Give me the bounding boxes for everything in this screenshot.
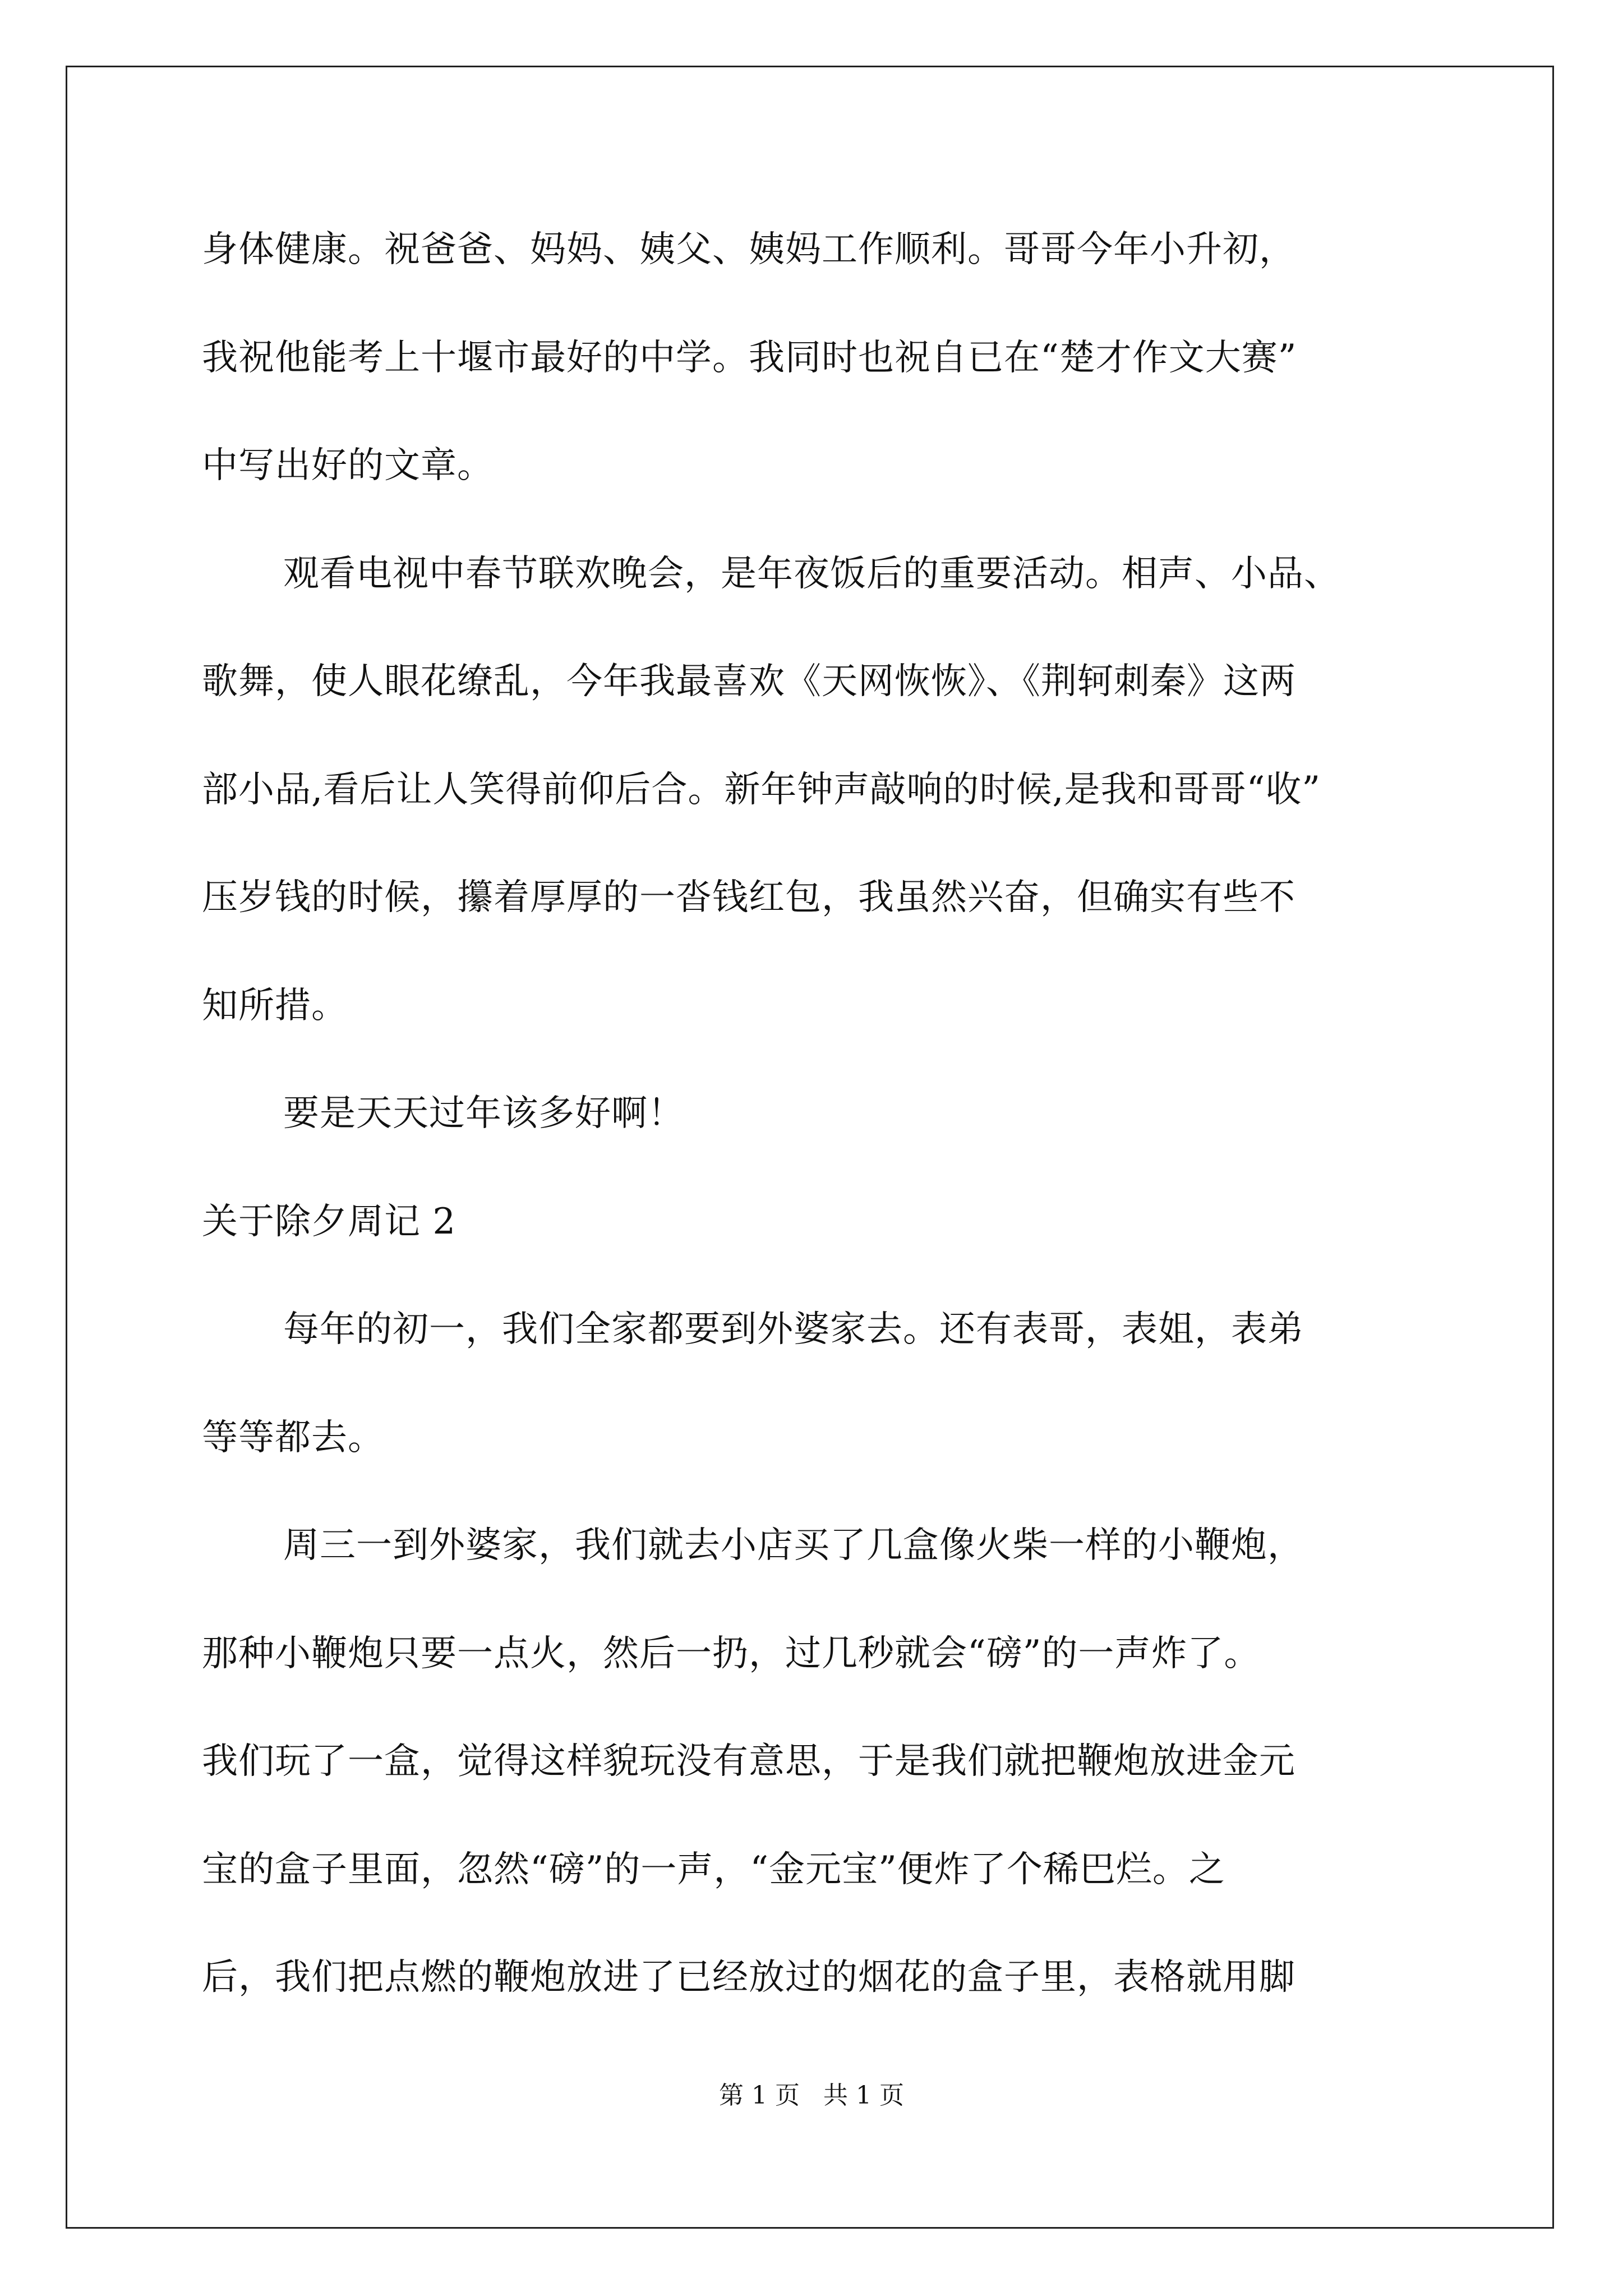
paragraph-start-line: 观看电视中春节联欢晚会，是年夜饭后的重要活动。相声、小品、 bbox=[283, 553, 1340, 595]
text-line: 宝的盒子里面，忽然“磅”的一声，“金元宝”便炸了个稀巴烂。之 bbox=[202, 1849, 1225, 1890]
section-heading: 关于除夕周记 2 bbox=[202, 1201, 457, 1243]
text-line: 知所措。 bbox=[202, 985, 348, 1027]
text-line: 压岁钱的时候，攥着厚厚的一沓钱红包，我虽然兴奋，但确实有些不 bbox=[202, 877, 1295, 918]
paragraph-start-line: 周三一到外婆家，我们就去小店买了几盒像火柴一样的小鞭炮， bbox=[283, 1525, 1304, 1566]
paragraph-start-line: 每年的初一，我们全家都要到外婆家去。还有表哥，表姐，表弟 bbox=[283, 1309, 1304, 1350]
text-line: 身体健康。祝爸爸、妈妈、姨父、姨妈工作顺利。哥哥今年小升初， bbox=[202, 229, 1295, 270]
text-line: 我们玩了一盒，觉得这样貌玩没有意思，于是我们就把鞭炮放进金元 bbox=[202, 1741, 1295, 1782]
text-line: 部小品,看后让人笑得前仰后合。新年钟声敲响的时候,是我和哥哥“收” bbox=[202, 769, 1321, 811]
page-footer: 第 1 页 共 1 页 bbox=[719, 2081, 904, 2110]
text-line: 中写出好的文章。 bbox=[202, 445, 494, 486]
text-line: 那种小鞭炮只要一点火，然后一扔，过几秒就会“磅”的一声炸了。 bbox=[202, 1633, 1261, 1674]
text-line: 等等都去。 bbox=[202, 1417, 384, 1458]
text-line: 歌舞，使人眼花缭乱，今年我最喜欢《天网恢恢》、《荆轲刺秦》这两 bbox=[202, 661, 1296, 702]
text-line: 后，我们把点燃的鞭炮放进了已经放过的烟花的盒子里，表格就用脚 bbox=[202, 1957, 1295, 1998]
paragraph-start-line: 要是天天过年该多好啊！ bbox=[283, 1093, 684, 1134]
page-border bbox=[66, 66, 1554, 2229]
text-line: 我祝他能考上十堰市最好的中学。我同时也祝自已在“楚才作文大赛” bbox=[202, 337, 1297, 379]
